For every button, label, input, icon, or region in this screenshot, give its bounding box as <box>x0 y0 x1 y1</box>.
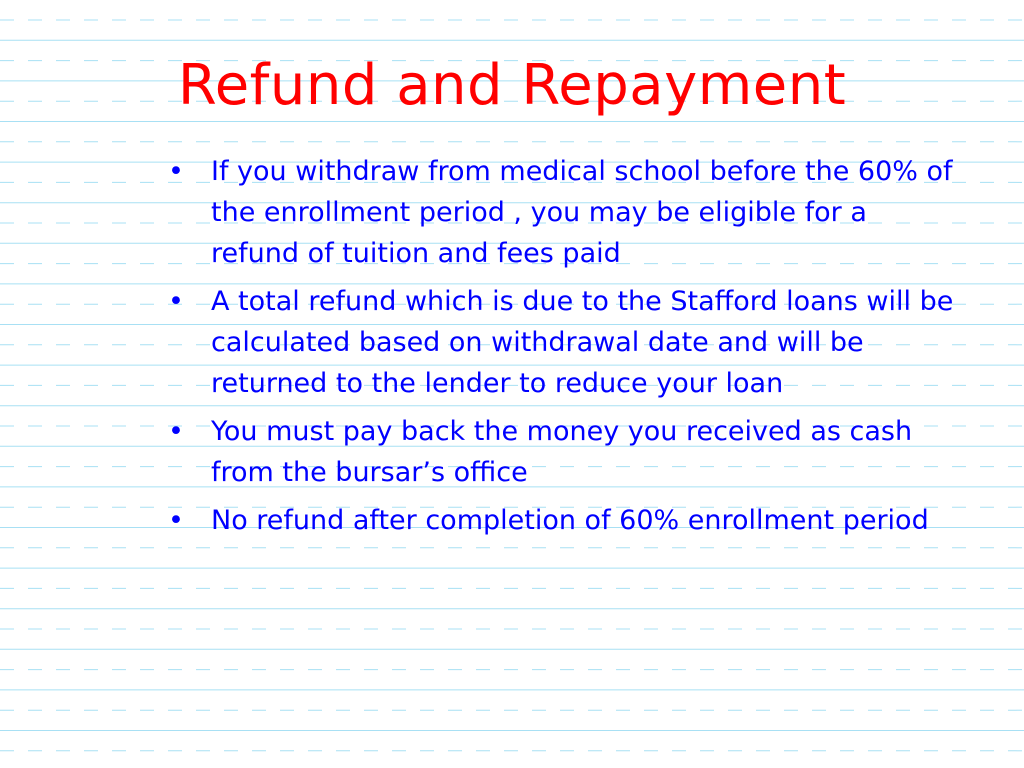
bullet-item <box>168 151 958 274</box>
bullet-item <box>168 281 958 404</box>
bullet-item <box>168 411 958 493</box>
bullet-dot-icon: • <box>168 156 184 187</box>
bullet-dot-icon: • <box>168 505 184 536</box>
bullet-text: No refund after completion of 60% enrollment period <box>211 505 929 536</box>
bullet-text: A total refund which is due to the Stafford loans will be calculated based on withdrawal date and will be returned to the lender to reduce your loan <box>211 286 954 399</box>
bullet-text: You must pay back the money you received as cash from the bursar’s office <box>211 416 913 488</box>
bullet-list <box>168 151 958 548</box>
bullet-dot-icon: • <box>168 416 184 447</box>
bullet-dot-icon: • <box>168 286 184 317</box>
slide-title: Refund and Repayment <box>177 53 847 118</box>
bullet-item <box>168 500 958 541</box>
bullet-text: If you withdraw from medical school before the 60% of the enrollment period , you may be eligible for a refund of tuition and fees paid <box>211 156 953 269</box>
